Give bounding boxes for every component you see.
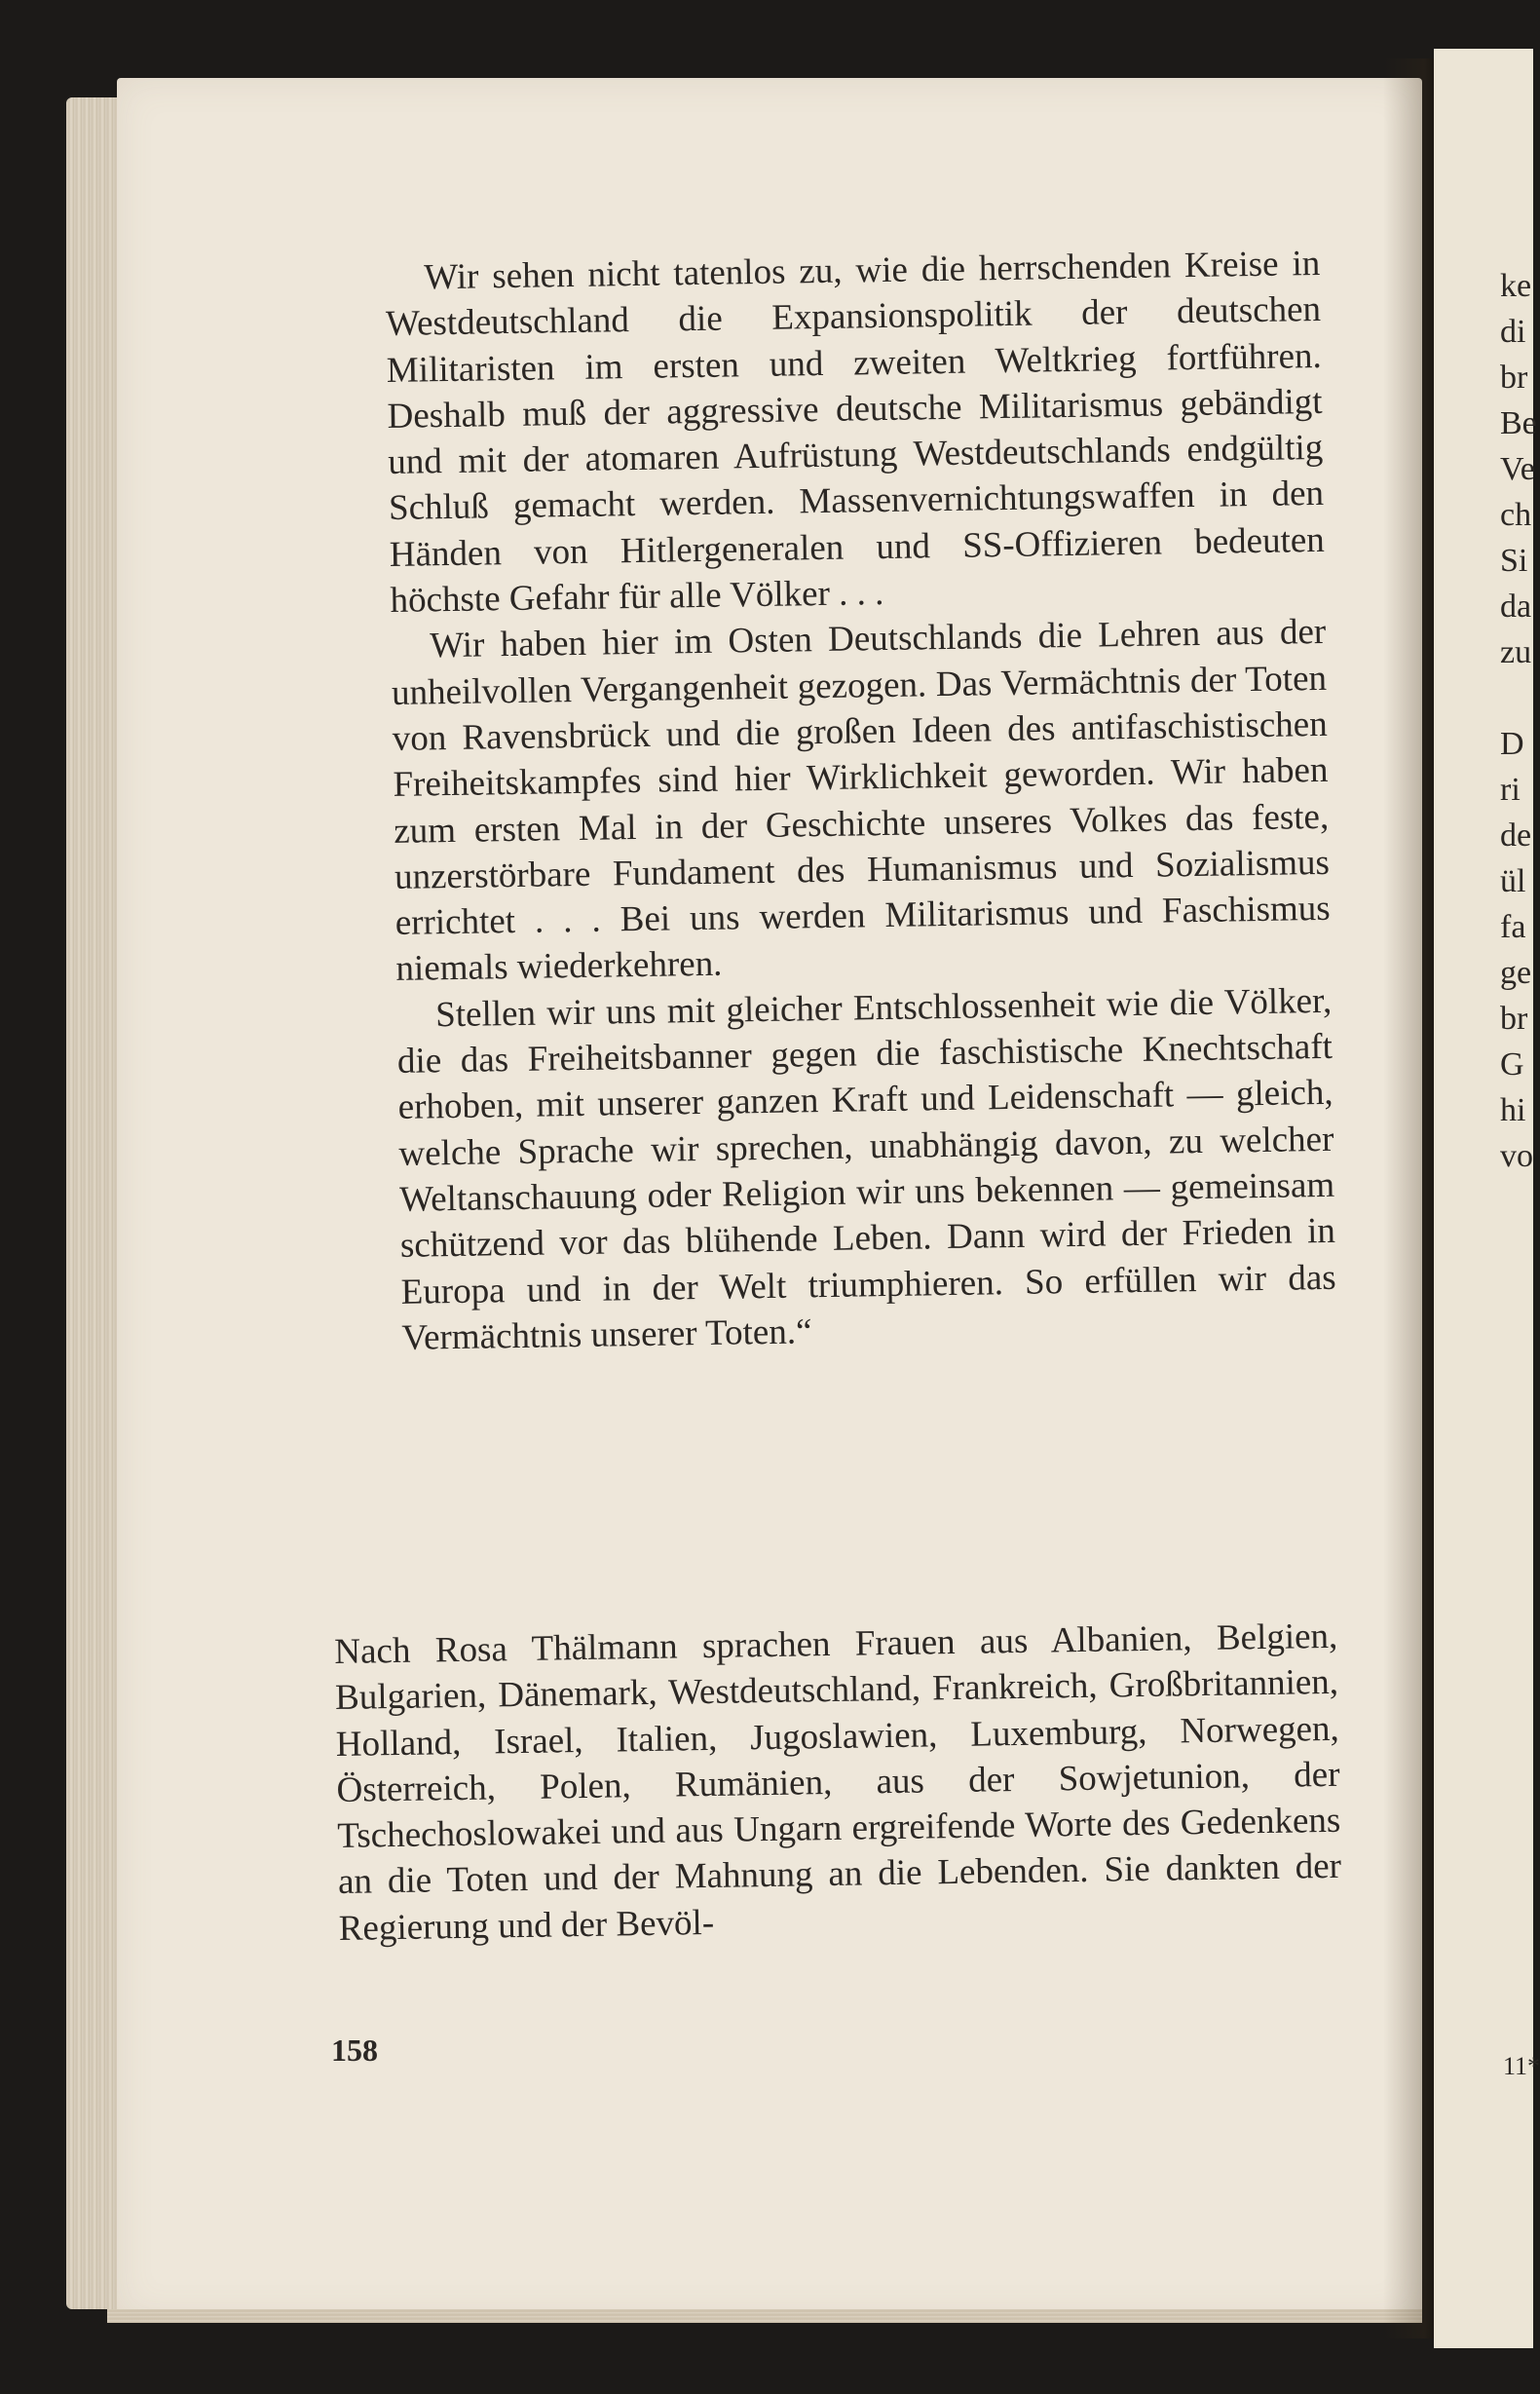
book-gutter	[1383, 58, 1442, 2338]
facing-line-gap	[1500, 675, 1533, 721]
facing-line: di	[1500, 314, 1526, 350]
page-edge-stack	[66, 97, 125, 2309]
narrative-text	[334, 1614, 1342, 1952]
facing-line: de	[1500, 817, 1532, 854]
facing-line: G	[1500, 1046, 1524, 1083]
facing-page-mark: 11*	[1503, 2052, 1540, 2080]
page-bottom-edge	[107, 2309, 1422, 2323]
paragraph: Wir sehen nicht tatenlos zu, wie die herrschenden Kreise in Westdeutschland die Expansionspolitik der deutschen Militaristen im ersten und zweiten Weltkrieg fortführen. Deshalb muß der aggressive deutsche Militarismus gebändigt und mit der atomaren Aufrüstung Westdeutschlands endgültig Schluß gemacht werden. Massenvernichtungswaffen in den Händen von Hitlergeneralen und SS-Offizieren bedeuten höchste Gefahr für alle Völker . . .	[385, 243, 1326, 622]
facing-line: br	[1500, 1001, 1528, 1037]
facing-line: ül	[1500, 863, 1526, 899]
facing-line: vo	[1500, 1138, 1533, 1174]
facing-line: br	[1500, 360, 1528, 396]
facing-line: Be	[1500, 405, 1537, 441]
facing-line: ri	[1500, 772, 1521, 808]
paragraph: Wir haben hier im Osten Deutschlands die Lehren aus der unheilvollen Vergangenheit gezogen. Das Vermächtnis der Toten von Ravensbrück und die großen Ideen des antifaschistischen Freiheitskampfes sind hier Wirklichkeit geworden. Wir haben zum ersten Mal in der Geschichte unseres Volkes das feste, unzerstörbare Fundament des Humanismus und Sozialismus errichtet . . . Bei uns werden Militarismus und Faschismus niemals wiederkehren.	[391, 612, 1331, 990]
facing-line: Si	[1500, 543, 1528, 579]
paragraph: Nach Rosa Thälmann sprachen Frauen aus Albanien, Belgien, Bulgarien, Dänemark, Westdeutschland, Frankreich, Großbritannien, Holland, Israel, Italien, Jugoslawien, Luxemburg, Norwegen, Österreich, Polen, Rumänien, aus der Sowjetunion, der Tschechoslowakei und aus Ungarn ergreifende Worte des Gedenkens an die Toten und der Mahnung an die Lebenden. Sie dankten der Regierung und der Bevöl-	[334, 1615, 1342, 1949]
paragraph: Stellen wir uns mit gleicher Entschlossenheit wie die Völker, die das Freiheitsbanner gegen die faschistische Knechtschaft erhoben, mit unserer ganzen Kraft und Leidenschaft — gleich, welche Sprache wir sprechen, unabhängig davon, zu welcher Weltanschauung oder Religion wir uns bekennen — gemeinsam schützend vor das blühende Leben. Dann wird der Frieden in Europa und in der Welt triumphieren. So erfüllen wir das Vermächtnis unserer Toten.“	[396, 980, 1336, 1358]
facing-page-text	[1500, 263, 1537, 1179]
facing-line: fa	[1500, 909, 1526, 945]
page-number: 158	[331, 2033, 378, 2068]
facing-line: ge	[1500, 955, 1532, 991]
facing-line: ch	[1500, 497, 1532, 533]
facing-line: hi	[1500, 1092, 1526, 1128]
quoted-speech	[385, 241, 1337, 1361]
facing-line: ke	[1500, 268, 1532, 304]
facing-line: D	[1500, 726, 1524, 762]
facing-line: zu	[1500, 634, 1532, 670]
facing-line: Ve	[1500, 451, 1535, 487]
facing-line: da	[1500, 589, 1532, 625]
